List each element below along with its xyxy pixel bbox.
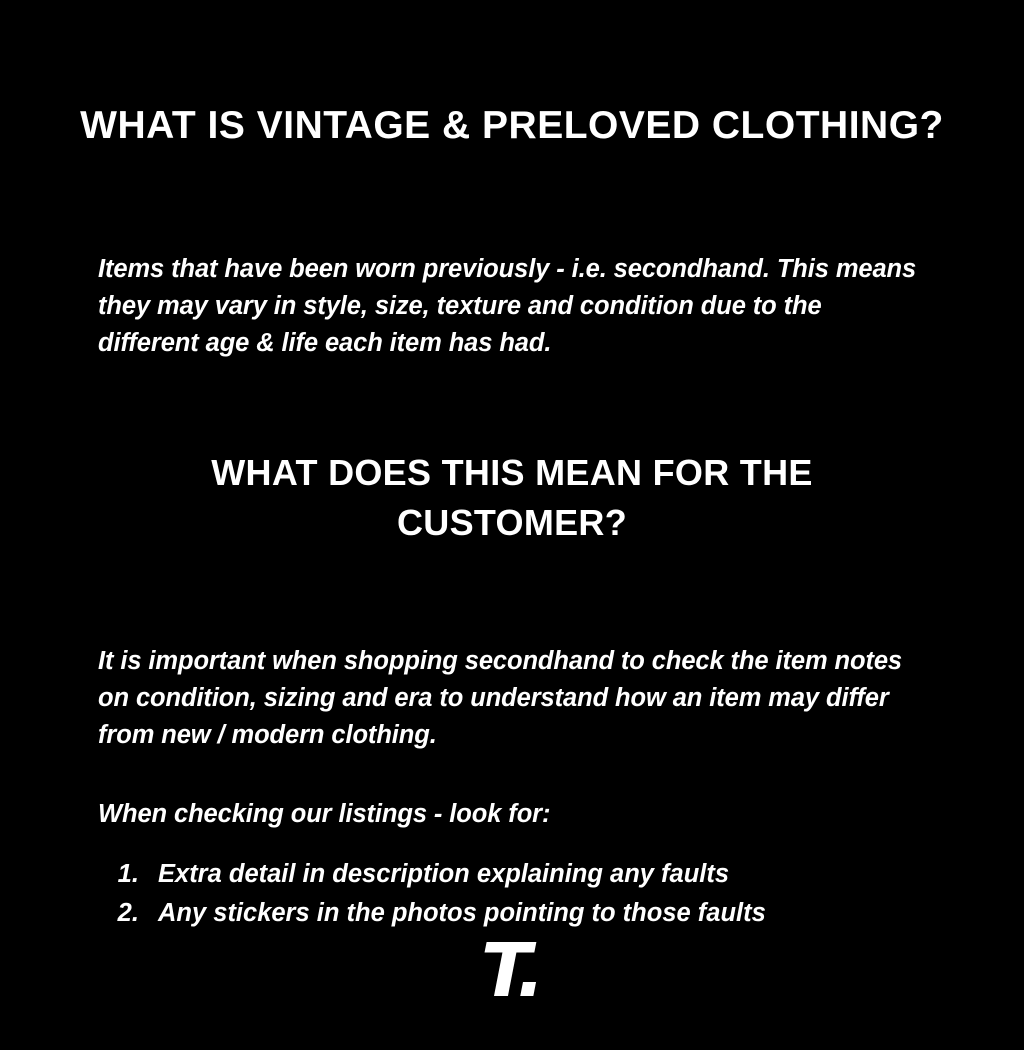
list-item: 1. Extra detail in description explaining any faults: [146, 855, 952, 895]
listings-intro-paragraph: When checking our listings - look for:: [98, 799, 551, 828]
infographic-slide: [0, 26, 1024, 1050]
faults-list: [72, 855, 952, 934]
definition-paragraph: Items that have been worn previously - i.e. secondhand. This means they may vary in style, size, texture and condition due to the different age & life each item has had.: [98, 255, 917, 358]
logo-container: [0, 928, 1024, 1015]
section-title-customer: WHAT DOES THIS MEAN FOR THE CUSTOMER?: [211, 452, 813, 544]
page-title: WHAT IS VINTAGE & PRELOVED CLOTHING?: [80, 104, 944, 148]
customer-paragraph: It is important when shopping secondhand to check the item notes on condition, sizing and era to understand how an item may differ from new / modern clothing.: [98, 646, 903, 749]
list-item: 2. Any stickers in the photos pointing to those faults: [146, 894, 952, 934]
brand-logo-icon: T.: [480, 928, 543, 1015]
